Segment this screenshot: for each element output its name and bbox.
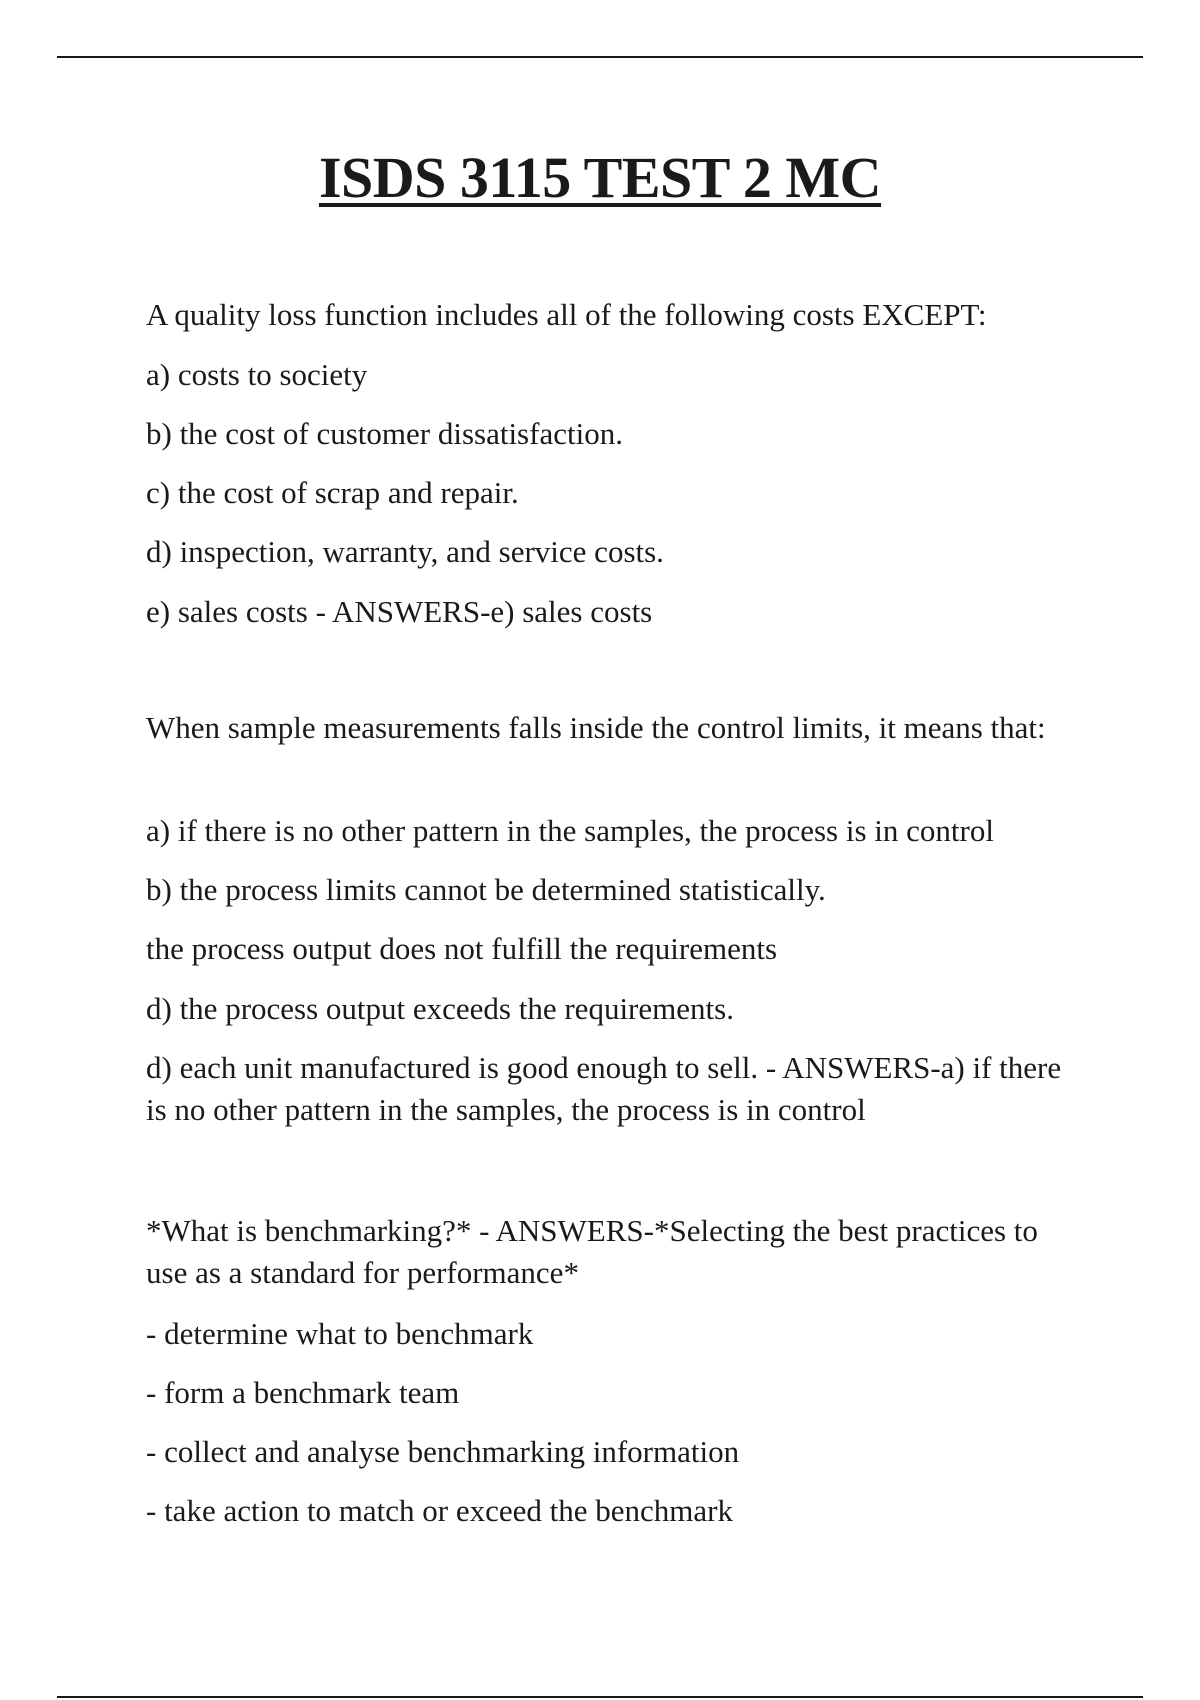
question-2-prompt: When sample measurements falls inside the control limits, it means that: xyxy=(146,710,1046,745)
question-3-step-2: - form a benchmark team xyxy=(146,1375,460,1410)
question-1-prompt: A quality loss function includes all of the following costs EXCEPT: xyxy=(146,297,987,332)
question-1-option-b: b) the cost of customer dissatisfaction. xyxy=(146,416,623,451)
question-2-option-d2-answer: d) each unit manufactured is good enough to sell. - ANSWERS-a) if there is no other pattern in the samples, the process is in control xyxy=(146,1050,1062,1127)
question-3-step-3: - collect and analyse benchmarking information xyxy=(146,1434,740,1469)
bottom-rule xyxy=(57,1696,1143,1698)
question-1-option-a: a) costs to society xyxy=(146,357,368,392)
question-3-step-1: - determine what to benchmark xyxy=(146,1316,534,1351)
question-1-option-c: c) the cost of scrap and repair. xyxy=(146,475,519,510)
question-2-option-d: d) the process output exceeds the requirements. xyxy=(146,991,734,1026)
document-title-text: ISDS 3115 TEST 2 MC xyxy=(318,145,882,210)
question-3-step-4: - take action to match or exceed the benchmark xyxy=(146,1493,734,1528)
question-2-option-c: the process output does not fulfill the requirements xyxy=(146,931,778,966)
question-1-option-e-answer: e) sales costs - ANSWERS-e) sales costs xyxy=(146,594,653,629)
question-3-prompt-answer: *What is benchmarking?* - ANSWERS-*Selecting the best practices to use as a standard for performance* xyxy=(146,1213,1038,1290)
top-rule xyxy=(57,56,1143,58)
document-title xyxy=(0,146,1200,210)
question-1-option-d: d) inspection, warranty, and service costs. xyxy=(146,534,664,569)
question-2-option-a: a) if there is no other pattern in the samples, the process is in control xyxy=(146,813,994,848)
question-2-option-b: b) the process limits cannot be determined statistically. xyxy=(146,872,826,907)
